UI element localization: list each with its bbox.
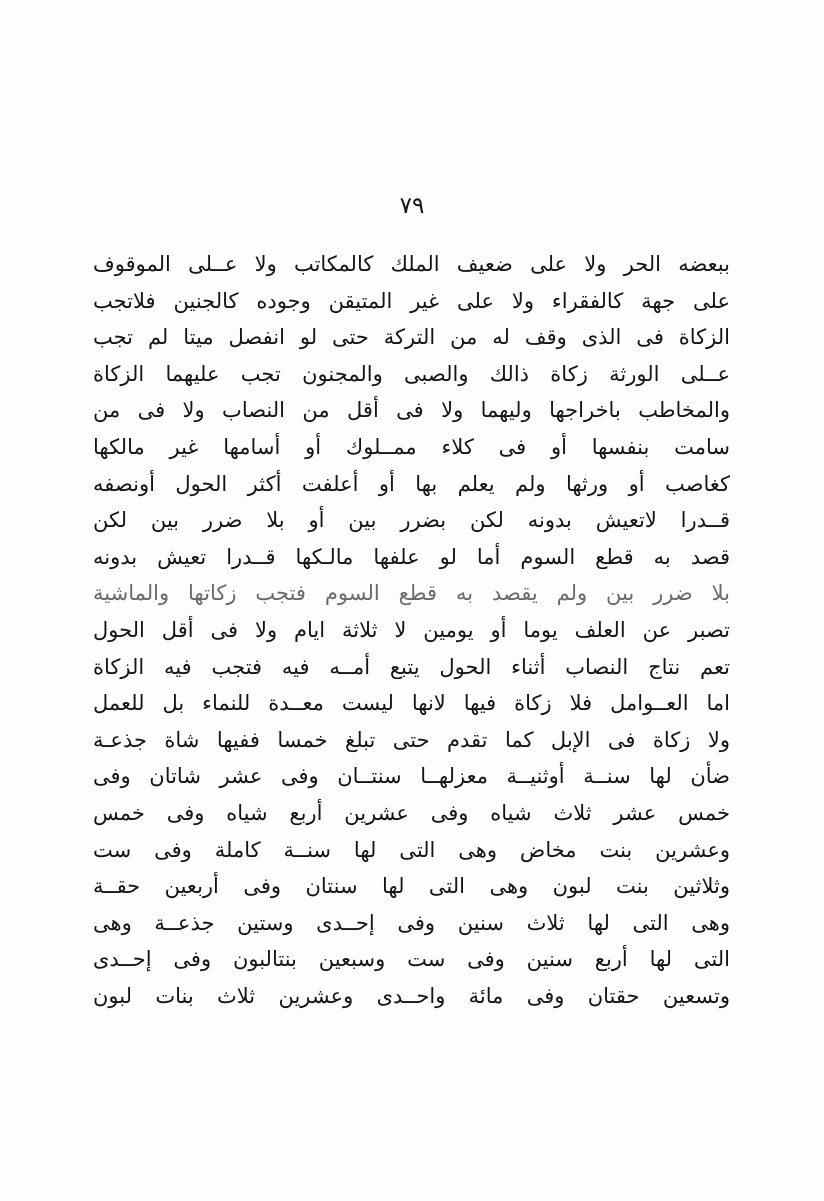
text-line: كغاصب أو ورثها ولم يعلم بها أو أعلفت أكثر الحول أونصفه	[93, 471, 730, 496]
text-line: سامت بنفسها أو فى كلاء ممــلوك أو أسامها غير مالكها	[93, 434, 730, 459]
text-line: قصد به قطع السوم أما لو علفها مالـكها قــدرا تعيش بدونه	[93, 544, 730, 569]
text-line: تصبر عن العلف يوما أو يومين لا ثلاثة ايام ولا فى أقل الحول	[93, 617, 730, 642]
text-line: والمخاطب باخراجها وليهما ولا فى أقل من النصاب ولا فى من	[93, 398, 730, 423]
text-line: خمس عشر ثلاث شياه وفى عشرين أربع شياه وفى خمس	[93, 800, 730, 825]
text-line: تعم نتاج النصاب أثناء الحول يتبع أمــه فيه فتجب فيه الزكاة	[93, 654, 730, 679]
text-line: التى لها أربع سنين وفى ست وسبعين بنتالبون وفى إحــدى	[93, 947, 730, 972]
text-line: اما العــوامل فلا زكاة فيها لانها ليست معــدة للنماء بل للعمل	[93, 691, 730, 716]
text-line: وهى التى لها ثلاث سنين وفى إحــدى وستين جذعــة وهى	[93, 910, 730, 935]
body-text	[93, 246, 730, 1014]
text-line: على جهة كالفقراء ولا على غير المتيقن وجوده كالجنين فلاتجب	[93, 288, 730, 313]
text-line: قــدرا لاتعيش بدونه لكن بضرر بين أو بلا ضرر بين لكن	[93, 508, 730, 533]
text-line: وعشرين بنت مخاض وهى التى لها سنــة كاملة وفى ست	[93, 837, 730, 862]
text-line: الزكاة فى الذى وقف له من التركة حتى لو انفصل ميتا لم تجب	[93, 325, 730, 350]
page-number: ٧٩	[399, 193, 425, 219]
text-line: وتسعين حقتان وفى مائة واحــدى وعشرين ثلاث بنات لبون	[93, 983, 730, 1008]
text-line: بلا ضرر بين ولم يقصد به قطع السوم فتجب زكاتها والماشية	[93, 581, 730, 606]
text-line: ببعضه الحر ولا على ضعيف الملك كالمكاتب ولا عــلى الموقوف	[93, 252, 730, 276]
text-line: ضأن لها سنــة أوثنيــة معزلهــا سنتــان وفى عشر شاتان وفى	[93, 764, 730, 789]
text-line: ولا زكاة فى الإبل كما تقدم حتى تبلغ خمسا ففيها شاة جذعـة	[93, 727, 730, 752]
text-line: عــلى الورثة زكاة ذالك والصبى والمجنون تجب عليهما الزكاة	[93, 361, 730, 386]
text-line: وثلاثين بنت لبون وهى التى لها سنتان وفى أربعين حقــة	[93, 874, 730, 899]
